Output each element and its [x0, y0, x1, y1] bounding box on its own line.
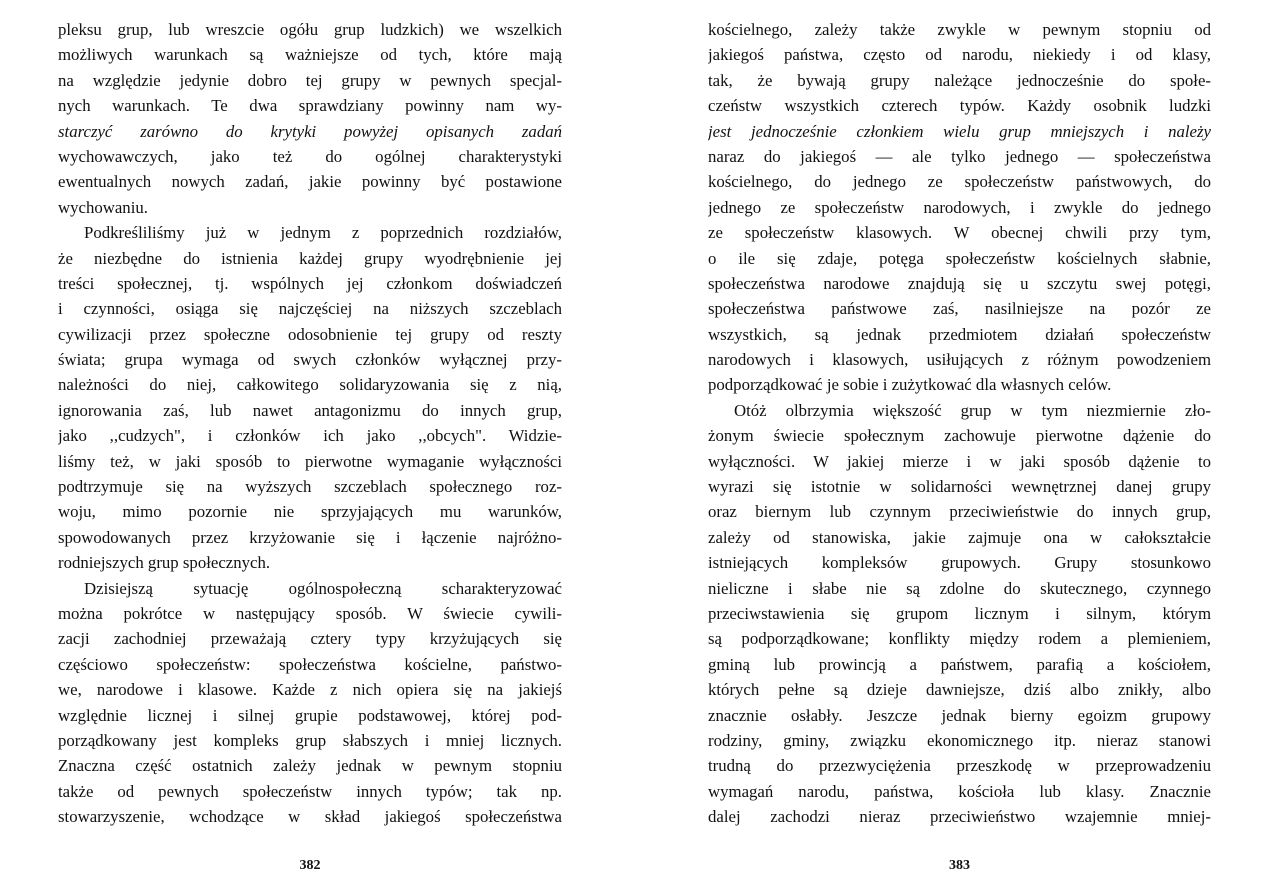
text-line: rodziny, gminy, związku ekonomicznego itp. nieraz stanowi	[708, 730, 1211, 750]
text-line: Otóż olbrzymia większość grup w tym niezmiernie zło-	[734, 400, 1211, 420]
text-line: wychowaniu.	[58, 197, 148, 217]
text-line: możliwych warunkach są ważniejsze od tych, które mają	[58, 45, 562, 65]
text-line: dalej zachodzi nieraz przeciwieństwo wzajemnie mniej-	[708, 807, 1211, 827]
text-line: społeczeństwa narodowe znajdują się u szczytu swej potęgi,	[708, 273, 1211, 293]
text-line: we, narodowe i klasowe. Każde z nich opiera się na jakiejś	[58, 680, 562, 700]
text-line: świata; grupa wymaga od swych członków wyłącznej przy-	[58, 350, 562, 370]
text-line: naraz do jakiegoś — ale tylko jednego — społeczeństwa	[708, 146, 1211, 166]
text-line: względnie licznej i silnej grupie podstawowej, której pod-	[58, 705, 562, 725]
text-line: należności do niej, całkowitego solidaryzowania się z nią,	[58, 375, 562, 395]
left-page-number: 382	[299, 858, 321, 873]
text-line: i czynności, osiąga się najczęściej na niższych szczeblach	[58, 299, 562, 319]
text-line: o ile się zdaje, potęga społeczeństw kościelnych słabnie,	[708, 248, 1211, 268]
text-line: znacznie osłabły. Jeszcze jednak bierny egoizm grupowy	[708, 705, 1211, 725]
text-line: kościelnego, zależy także zwykle w pewnym stopniu od	[708, 20, 1211, 39]
text-line: starczyć zarówno do krytyki powyżej opisanych zadań	[58, 121, 562, 141]
text-line: przeciwstawienia się grupom licznym i silnym, którym	[708, 603, 1211, 623]
text-line: czeństw wszystkich czterech typów. Każdy osobnik ludzki	[708, 96, 1211, 116]
text-line: kościelnego, do jednego ze społeczeństw państwowych, do	[708, 172, 1211, 192]
left-page-text	[58, 17, 562, 830]
text-line: można pokrótce w następujący sposób. W świecie cywili-	[58, 603, 562, 623]
text-line: oraz biernym lub czynnym przeciwieństwie do innych grup,	[708, 502, 1211, 522]
text-line: wyrazi się istotnie w solidarności wewnętrznej danej grupy	[708, 477, 1211, 497]
text-line: społeczeństwa państwowe zaś, nasilniejsze na pozór ze	[708, 299, 1211, 319]
text-line: wychowawczych, jako też do ogólnej charakterystyki	[58, 146, 562, 166]
text-line: wyłączności. W jakiej mierze i w jaki sposób dążenie to	[708, 451, 1211, 471]
right-page-number: 383	[949, 858, 970, 873]
text-line: treści społecznej, tj. wspólnych jej członkom doświadczeń	[58, 273, 562, 293]
text-line: nych warunkach. Te dwa sprawdziany powinny nam wy-	[58, 96, 562, 116]
text-line: narodowych i klasowych, usiłujących z różnym powodzeniem	[708, 350, 1211, 370]
text-line: gminą lub prowincją a państwem, parafią a kościołem,	[708, 654, 1211, 674]
text-line: żonym świecie społecznym zachowuje pierwotne dążenie do	[708, 426, 1211, 446]
text-line: rodniejszych grup społecznych.	[58, 553, 271, 573]
text-line: tak, że bywają grupy należące jednocześnie do społe-	[708, 70, 1211, 90]
text-line: Znaczna część ostatnich zależy jednak w pewnym stopniu	[58, 756, 562, 776]
text-line: porządkowany jest kompleks grup słabszych i mniej licznych.	[58, 730, 562, 750]
right-page-text	[708, 17, 1211, 830]
text-line: podporządkować je sobie i zużytkować dla własnych celów.	[708, 375, 1112, 395]
text-line: cywilizacji przez społeczne odosobnienie tej grupy od reszty	[58, 324, 562, 344]
text-line: że niezbędne do istnienia każdej grupy wyodrębnienie jej	[58, 248, 562, 268]
text-line: woju, mimo pozornie nie sprzyjających mu warunków,	[58, 502, 562, 522]
text-line: których pełne są dzieje dawniejsze, dziś albo znikły, albo	[708, 680, 1211, 700]
text-line: nieliczne i słabe nie są zdolne do skutecznego, czynnego	[708, 578, 1211, 598]
text-line: Dzisiejszą sytuację ogólnospołeczną scharakteryzować	[84, 578, 562, 598]
text-line: jest jednocześnie członkiem wielu grup mniejszych i należy	[708, 121, 1211, 141]
text-line: podtrzymuje się na wyższych szczeblach społecznego roz-	[58, 477, 562, 497]
text-line: jako ,,cudzych", i członków ich jako ,,obcych". Widzie-	[58, 426, 562, 446]
text-line: spowodowanych przez krzyżowanie się i łączenie najróżno-	[58, 527, 562, 547]
text-line: także od pewnych społeczeństw innych typów; tak np.	[58, 781, 562, 801]
text-line: trudną do przezwyciężenia przeszkodę w przeprowadzeniu	[708, 756, 1211, 776]
text-line: zależy od stanowiska, jakie zajmuje ona w całokształcie	[708, 527, 1211, 547]
text-line: zacji zachodniej przeważają cztery typy krzyżujących się	[58, 629, 562, 649]
text-line: istniejących kompleksów grupowych. Grupy stosunkowo	[708, 553, 1211, 573]
text-line: liśmy też, w jaki sposób to pierwotne wymaganie wyłączności	[58, 451, 562, 471]
text-line: na względzie jedynie dobro tej grupy w pewnych specjal-	[58, 70, 562, 90]
text-line: pleksu grup, lub wreszcie ogółu grup ludzkich) we wszelkich	[58, 20, 562, 39]
text-line: jednego ze społeczeństw narodowych, i zwykle do jednego	[708, 197, 1211, 217]
text-line: wymagań narodu, państwa, kościoła lub klasy. Znacznie	[708, 781, 1211, 801]
text-line: stowarzyszenie, wchodzące w skład jakiegoś społeczeństwa	[58, 807, 562, 827]
text-line: ewentualnych nowych zadań, jakie powinny być postawione	[58, 172, 562, 192]
text-line: ze społeczeństw klasowych. W obecnej chwili przy tym,	[708, 223, 1211, 243]
text-line: ignorowania zaś, lub nawet antagonizmu do innych grup,	[58, 400, 562, 420]
text-line: Podkreśliliśmy już w jednym z poprzednich rozdziałów,	[84, 223, 562, 243]
text-line: częściowo społeczeństw: społeczeństwa kościelne, państwo-	[58, 654, 562, 674]
text-line: są podporządkowane; konflikty między rodem a plemieniem,	[708, 629, 1211, 649]
text-line: jakiegoś państwa, często od narodu, niekiedy i od klasy,	[708, 45, 1211, 65]
text-line: wszystkich, są jednak przedmiotem działań społeczeństw	[708, 324, 1211, 344]
